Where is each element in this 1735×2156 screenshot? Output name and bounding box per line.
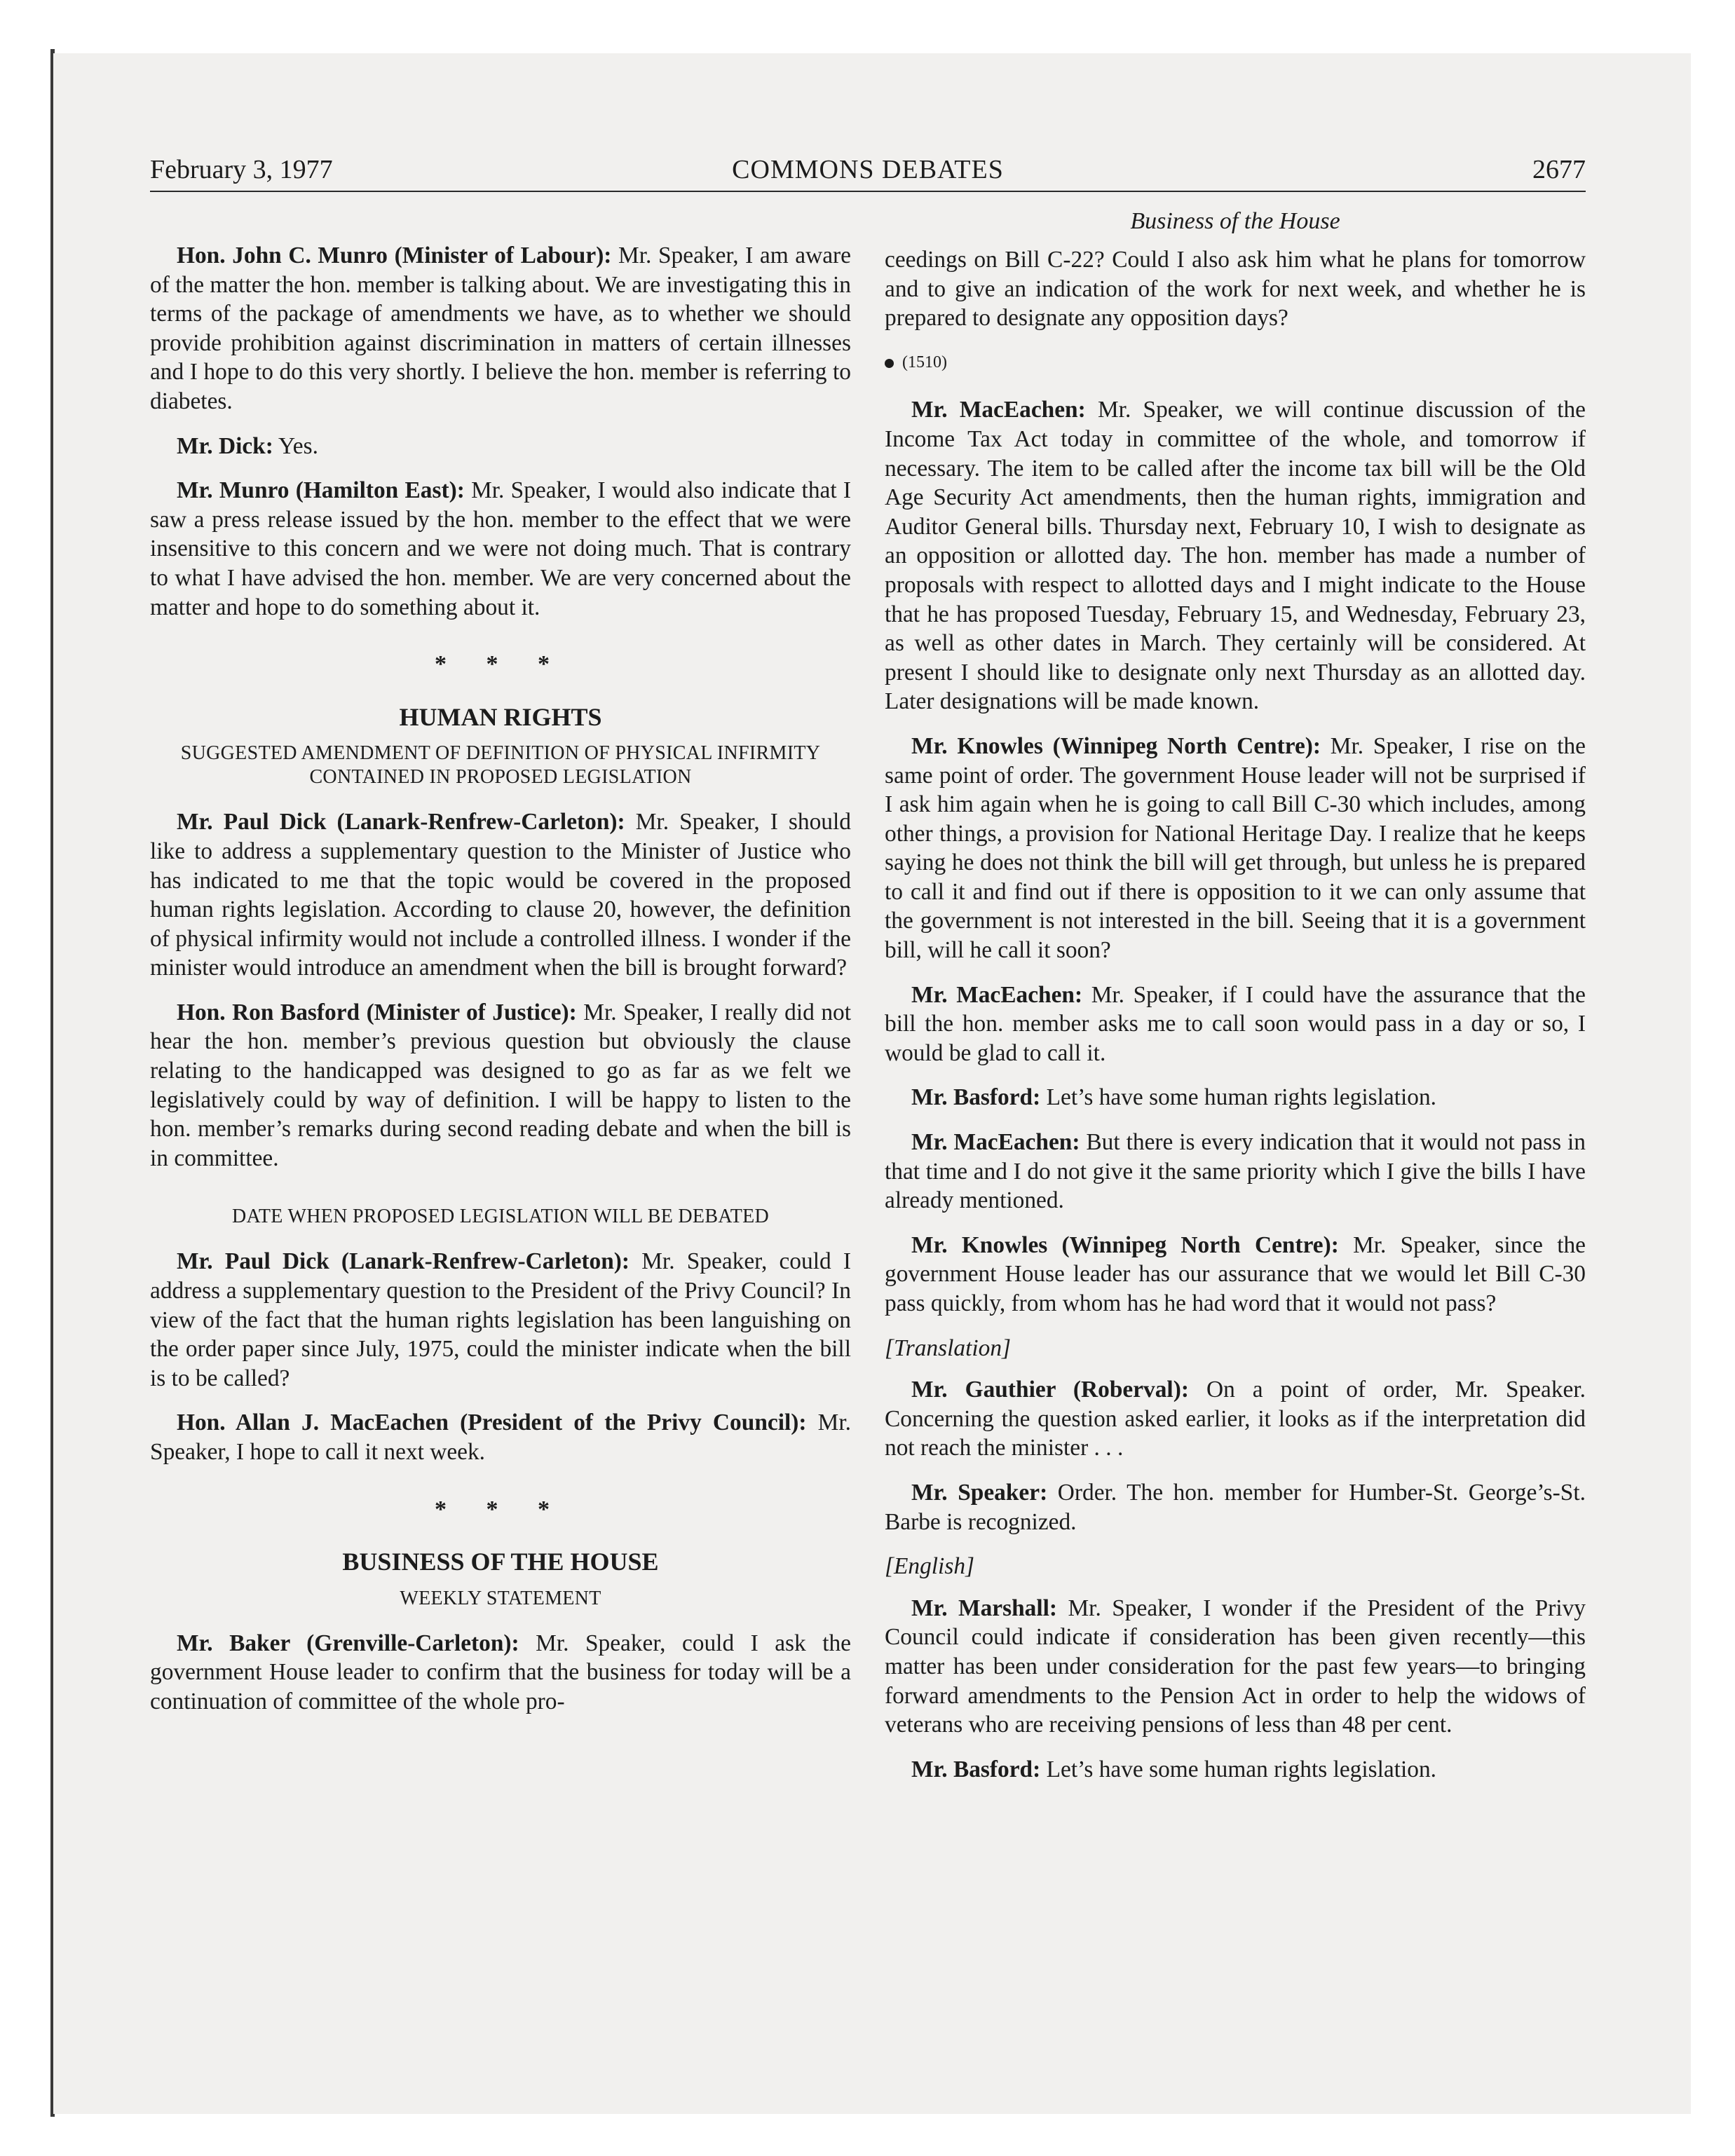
speech-text: Mr. Speaker, I rise on the same point of order. The government House leader will not be surprised if I ask him again when he is going to call Bill C-30 which includes, among other things, a provision for National Heritage Day. I realize that he keeps saying he does not think the bill will get through, but unless he is prepared to call it and find out if there is opposition to it we can only assume that the government is not interested in the bill. Seeing that it is a government bill, will he call it soon? — [885, 732, 1586, 964]
speech-text: Mr. Speaker, could I ask the government House leader to confirm that the business for today will be a continuation of committee of the whole pro- — [150, 1630, 852, 1714]
speech-text: Mr. Speaker, I should like to address a supplementary question to the Minister of Justice who has indicated to me that the topic would be covered in the proposed human rights legislation. According to clause 20, however, the definition of physical infirmity would not include a controlled illness. I wonder if the minister would introduce an amendment when the bill is brought forward? — [150, 809, 851, 981]
header-date: February 3, 1977 — [150, 155, 333, 184]
speech-paragraph — [885, 1755, 1586, 1785]
speaker-name: Mr. Gauthier (Roberval): — [911, 1377, 1189, 1403]
speaker-name: Mr. Paul Dick (Lanark-Renfrew-Carleton): — [177, 1248, 630, 1275]
column-header: Business of the House — [1130, 208, 1340, 234]
speaker-name: Mr. Dick: — [177, 432, 273, 459]
speech-paragraph — [885, 395, 1586, 716]
speech-text: On a point of order, Mr. Speaker. Concerning the question asked earlier, it looks as if the interpretation did not reach the minister . . . — [885, 1377, 1586, 1461]
speaker-name: Mr. MacEachen: — [911, 981, 1083, 1008]
left-column — [150, 207, 851, 1732]
bullet-icon — [885, 359, 894, 368]
right-column — [885, 207, 1586, 1799]
speech-text: Mr. Speaker, I hope to call it next week. — [150, 1410, 851, 1465]
speech-paragraph — [150, 1247, 851, 1393]
speech-text: Let’s have some human rights legislation. — [1040, 1084, 1437, 1111]
speech-paragraph — [150, 807, 851, 983]
speaker-name: Mr. Knowles (Winnipeg North Centre): — [911, 732, 1321, 759]
section-separator: * * * — [435, 651, 566, 678]
speech-paragraph — [885, 1083, 1586, 1112]
speaker-name: Mr. Marshall: — [911, 1595, 1058, 1621]
header-page-number: 2677 — [1532, 155, 1586, 184]
language-marker: [Translation] — [885, 1335, 1012, 1361]
speaker-name: Mr. Basford: — [911, 1756, 1041, 1782]
language-marker: [English] — [885, 1553, 975, 1580]
speech-paragraph — [885, 1594, 1586, 1740]
speech-text: Mr. Speaker, I wonder if the President of the Privy Council could indicate if consideration has been given recently—this matter has been under consideration for the past few years—to bringing forward amendments to the Pension Act in order to help the widows of veterans who are receiving pensions of less than 48 per cent. — [885, 1595, 1586, 1738]
section-subheading: WEEKLY STATEMENT — [400, 1587, 601, 1609]
header-title: COMMONS DEBATES — [732, 155, 1004, 184]
speech-paragraph — [150, 998, 851, 1173]
speaker-name: Mr. Speaker: — [911, 1479, 1048, 1506]
speech-text: Let’s have some human rights legislation. — [1040, 1756, 1437, 1782]
section-separator: * * * — [435, 1496, 566, 1522]
speaker-name: Hon. Ron Basford (Minister of Justice): — [177, 999, 577, 1025]
time-marker-text: (1510) — [902, 353, 947, 371]
section-heading: HUMAN RIGHTS — [399, 702, 602, 731]
speech-paragraph — [885, 1231, 1586, 1318]
speaker-name: Mr. MacEachen: — [911, 1129, 1080, 1156]
speaker-name: Mr. Baker (Grenville-Carleton): — [177, 1630, 519, 1656]
speech-text: ceedings on Bill C-22? Could I also ask him what he plans for tomorrow and to give an indication of the work for next week, and whether he is prepared to designate any opposition days? — [885, 247, 1586, 332]
header-rule — [150, 191, 1586, 192]
speaker-name: Mr. Munro (Hamilton East): — [177, 477, 465, 504]
speech-paragraph — [150, 1408, 851, 1466]
speech-paragraph — [885, 1478, 1586, 1536]
speech-text: Mr. Speaker, I really did not hear the hon. member’s previous question but obviously the clause relating to the handicapped was designed to go as far as we felt we legislatively could by way of definition. I will be happy to listen to the hon. member’s remarks during second reading debate and when the bill is in committee. — [150, 999, 851, 1171]
speaker-name: Mr. Knowles (Winnipeg North Centre): — [911, 1231, 1339, 1258]
speech-paragraph — [150, 476, 851, 622]
speaker-name: Hon. John C. Munro (Minister of Labour): — [177, 243, 612, 268]
speech-paragraph — [885, 732, 1586, 965]
speech-text: Mr. Speaker, if I could have the assurance that the bill the hon. member asks me to call soon would pass in a day or so, I would be glad to call it. — [885, 981, 1586, 1066]
speech-text: Order. The hon. member for Humber-St. George’s-St. Barbe is recognized. — [885, 1479, 1586, 1535]
speaker-name: Mr. Basford: — [911, 1084, 1041, 1111]
section-subheading: DATE WHEN PROPOSED LEGISLATION WILL BE DEBATED — [231, 1206, 770, 1228]
speech-text: Mr. Speaker, we will continue discussion of the Income Tax Act today in committee of the whole, and tomorrow if necessary. The item to be called after the income tax bill will be the Old Age Security Act amendments, then the human rights, immigration and Auditor General bills. Thursday next, February 10, I wish to designate as an opposition or allotted day. The hon. member has made a number of proposals with respect to allotted days and I might indicate to the House that he has proposed Tuesday, February 15, and Wednesday, February 23, as well as other dates in March. They certainly will be considered. At present I should like to designate only next Thursday as an allotted day. Later designations will be made known. — [885, 397, 1586, 715]
section-subheading: SUGGESTED AMENDMENT OF DEFINITION OF PHYSICAL INFIRMITY CONTAINED IN PROPOSED LEGISLATION — [180, 742, 821, 789]
speaker-name: Mr. Paul Dick (Lanark-Renfrew-Carleton): — [177, 809, 625, 835]
speech-text: Yes. — [273, 432, 318, 459]
speech-paragraph — [150, 1629, 851, 1717]
speech-paragraph — [885, 981, 1586, 1068]
running-head — [150, 154, 1586, 196]
time-marker — [885, 348, 1586, 378]
speech-paragraph — [885, 1128, 1586, 1215]
speech-text: But there is every indication that it would not pass in that time and I do not give it the same priority which I give the bills I have already mentioned. — [885, 1129, 1586, 1214]
speech-text: Mr. Speaker, I would also indicate that I saw a press release issued by the hon. member to the effect that we were insensitive to this concern and we were not doing much. That is contrary to what I have advised the hon. member. We are very concerned about the matter and hope to do something about it. — [150, 477, 852, 620]
speech-paragraph — [885, 245, 1586, 333]
speech-text: Mr. Speaker, since the government House leader has our assurance that we would let Bill C-30 pass quickly, from whom has he had word that it would not pass? — [885, 1231, 1586, 1316]
speech-paragraph — [885, 1375, 1586, 1463]
speaker-name: Hon. Allan J. MacEachen (President of the Privy Council): — [177, 1410, 807, 1436]
speech-paragraph — [150, 432, 851, 461]
section-heading: BUSINESS OF THE HOUSE — [342, 1548, 659, 1576]
speech-text: Mr. Speaker, could I address a supplementary question to the President of the Privy Council? In view of the fact that the human rights legislation has been languishing on the order paper since July, 1975, could the minister indicate when the bill is to be called? — [150, 1248, 851, 1391]
speaker-name: Mr. MacEachen: — [911, 397, 1086, 423]
speech-paragraph — [150, 241, 851, 416]
speech-text: Mr. Speaker, I am aware of the matter the hon. member is talking about. We are investigating this in terms of the package of amendments we have, as to whether we should provide prohibition against discrimination in matters of certain illnesses and I hope to do this very shortly. I believe the hon. member is referring to diabetes. — [150, 243, 851, 414]
